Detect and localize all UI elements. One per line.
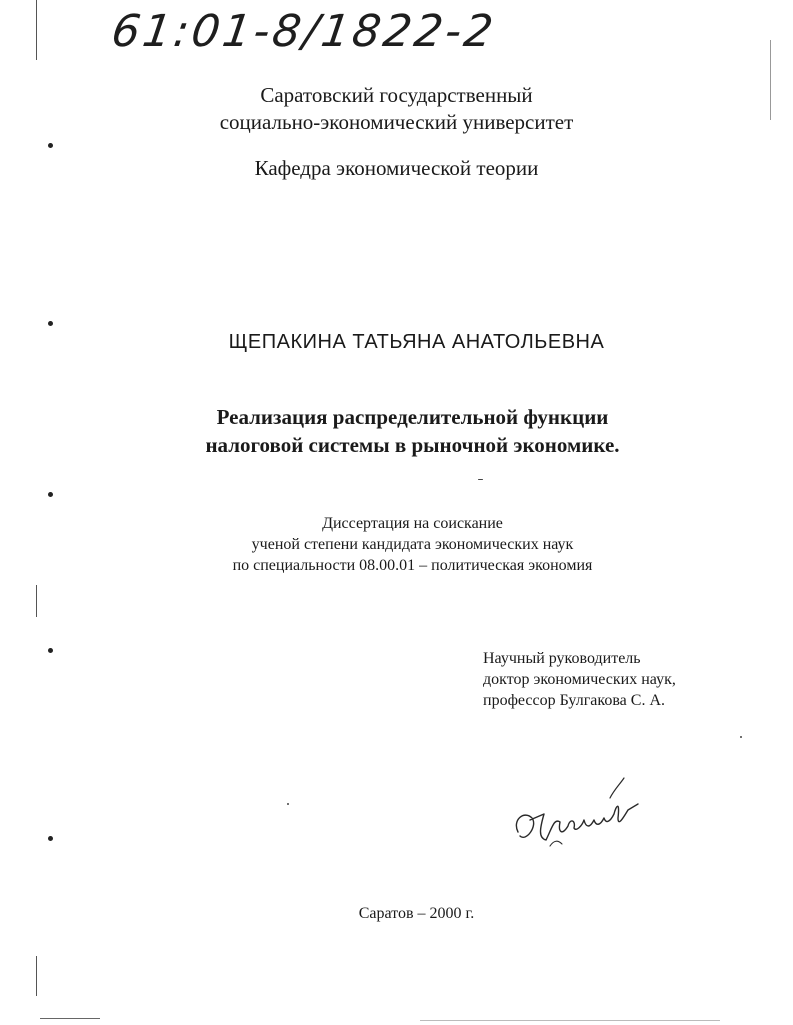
scan-dot (48, 648, 53, 653)
scan-dot (48, 492, 53, 497)
supervisor-line-2: доктор экономических наук, (483, 671, 676, 688)
scan-dot (48, 836, 53, 841)
scan-speck (740, 736, 742, 738)
department-name: Кафедра экономической теории (254, 156, 539, 180)
scan-bottom-mark (40, 1018, 100, 1019)
title-line-1: Реализация распределительной функции (216, 405, 609, 429)
scan-speck (287, 803, 289, 805)
dissertation-line-1: Диссертация на соискание (322, 515, 503, 532)
university-name (0, 82, 793, 136)
university-line-2: социально-экономический университет (219, 110, 574, 134)
city-and-year: Саратов – 2000 г. (358, 905, 475, 922)
dissertation-line-2: ученой степени кандидата экономических наук (251, 536, 574, 553)
scan-dot (48, 321, 53, 326)
dissertation-line-3: по специальности 08.00.01 – политическая экономия (232, 557, 593, 574)
scan-speck (478, 479, 483, 480)
scan-edge-line (36, 585, 37, 617)
scan-edge-line (36, 0, 37, 60)
dissertation-description (16, 513, 793, 576)
dissertation-title (16, 403, 793, 459)
supervisor-block (483, 648, 676, 711)
scan-edge-line (770, 40, 771, 120)
author-name: ЩЕПАКИНА ТАТЬЯНА АНАТОЛЬЕВНА (228, 331, 605, 353)
scan-dot (48, 143, 53, 148)
supervisor-line-3: профессор Булгакова С. А. (483, 692, 665, 709)
archive-code-handwritten: 61:01-8/1822-2 (108, 6, 499, 57)
supervisor-line-1: Научный руководитель (483, 650, 641, 667)
university-line-1: Саратовский государственный (260, 83, 533, 107)
scan-bottom-mark (420, 1020, 720, 1021)
title-line-2: налоговой системы в рыночной экономике. (205, 433, 620, 457)
handwritten-signature (510, 770, 650, 860)
scan-edge-line (36, 956, 37, 996)
